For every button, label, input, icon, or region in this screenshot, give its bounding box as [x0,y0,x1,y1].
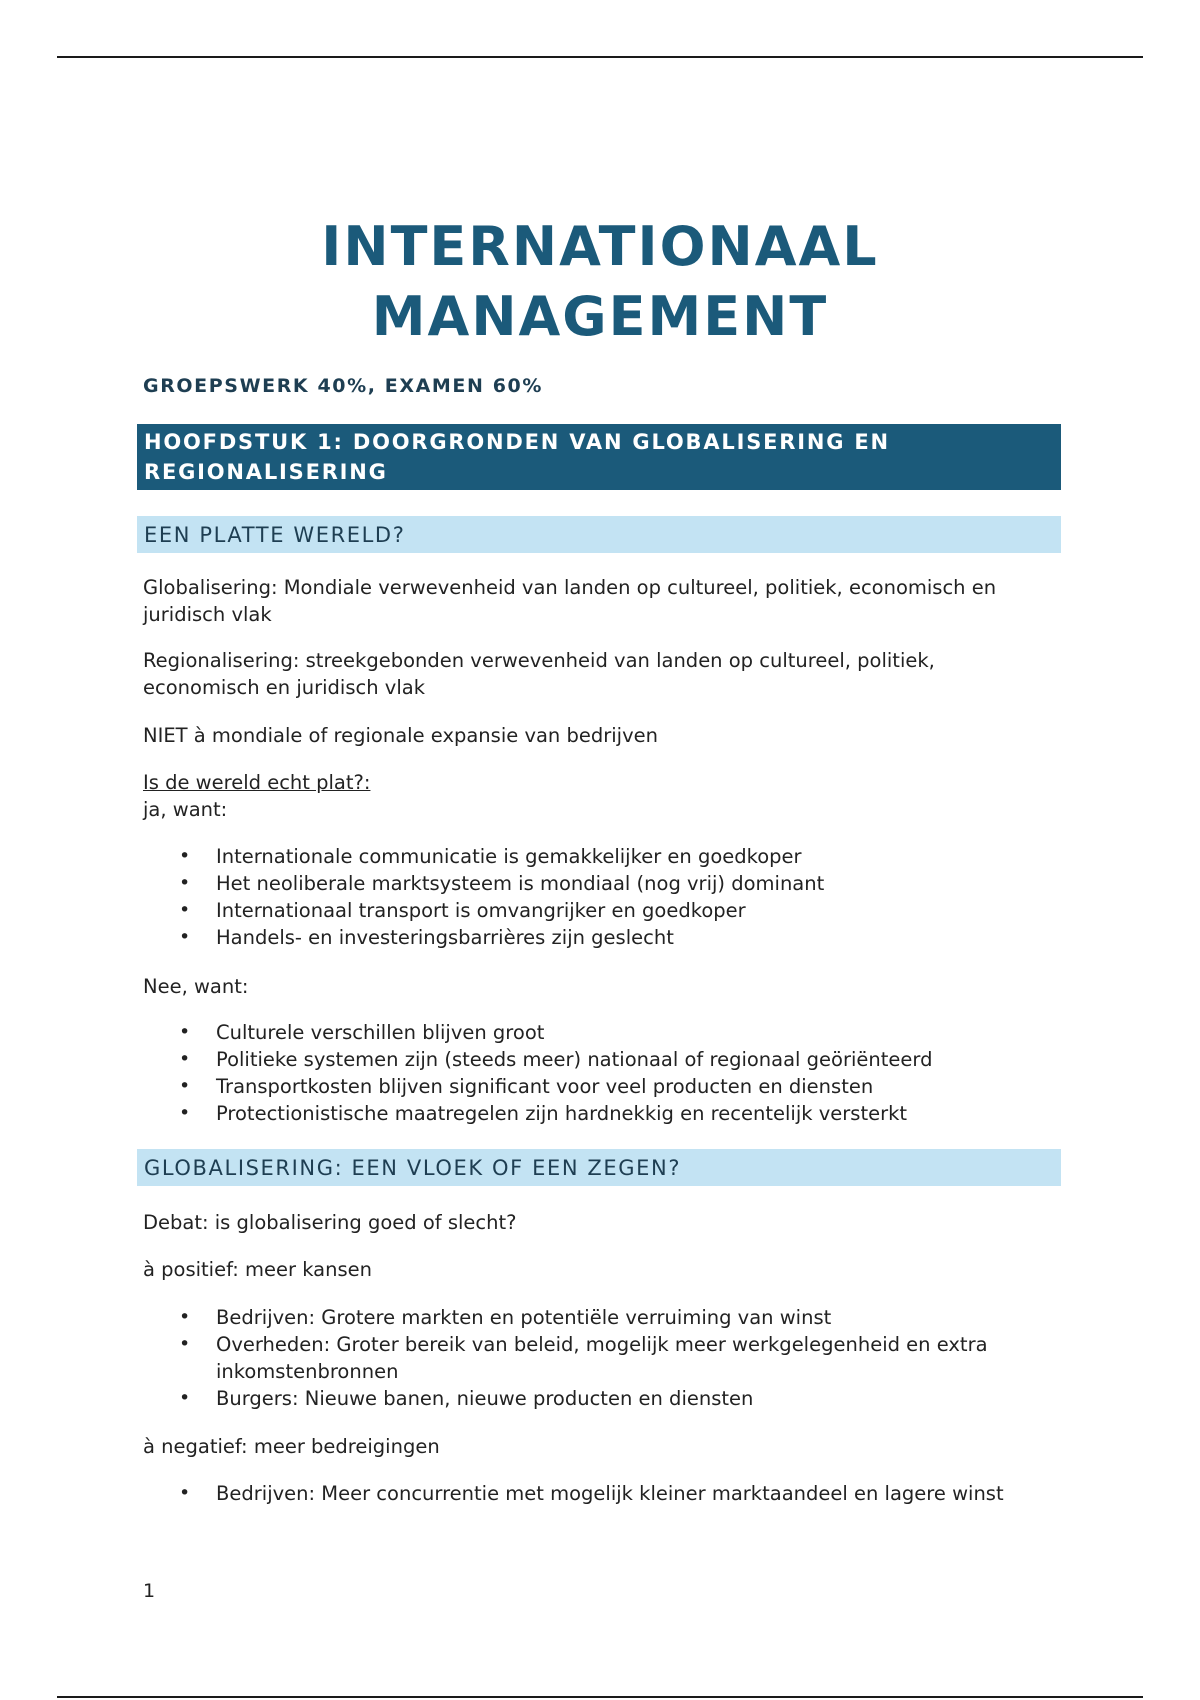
list-item: • Bedrijven: Grotere markten en potentiële verruiming van winst [179,1306,832,1329]
list-item: • Overheden: Groter bereik van beleid, mogelijk meer werkgelegenheid en extra inkomstenbronnen [179,1333,988,1383]
document-title [0,212,1200,352]
nee-label: Nee, want: [143,975,249,998]
positief-list [143,1304,1043,1412]
positief-label: à positief: meer kansen [143,1258,373,1281]
top-rule [57,56,1143,58]
bullet-icon: • [179,1102,191,1124]
paragraph-globalisering: Globalisering: Mondiale verwevenheid van landen op cultureel, politiek, economisch en juridisch vlak [143,576,997,626]
list-item: • Bedrijven: Meer concurrentie met mogelijk kleiner marktaandeel en lagere winst [179,1482,1004,1505]
bullet-icon: • [179,1482,191,1504]
bullet-icon: • [179,899,191,921]
paragraph-regionalisering: Regionalisering: streekgebonden verwevenheid van landen op cultureel, politiek, economisch en juridisch vlak [143,649,935,699]
list-item: • Internationale communicatie is gemakkelijker en goedkoper [179,845,802,868]
list-item: • Politieke systemen zijn (steeds meer) nationaal of regionaal geöriënteerd [179,1048,933,1071]
bullet-icon: • [179,926,191,948]
bullet-icon: • [179,1333,191,1355]
bullet-icon: • [179,845,191,867]
ja-label: ja, want: [143,798,228,821]
bullet-icon: • [179,1021,191,1043]
bottom-rule [57,1696,1143,1698]
list-item: • Protectionistische maatregelen zijn hardnekkig en recentelijk versterkt [179,1102,908,1125]
bullet-icon: • [179,872,191,894]
nee-list [143,1019,1043,1127]
negatief-label: à negatief: meer bedreigingen [143,1435,440,1458]
section-heading-vloek-of-zegen: GLOBALISERING: EEN VLOEK OF EEN ZEGEN? [137,1149,1061,1186]
question-underlined: Is de wereld echt plat?: [143,771,371,794]
bullet-icon: • [179,1048,191,1070]
title-line-1: INTERNATIONAAL [321,215,879,278]
ja-list [143,843,1043,951]
page-number: 1 [143,1580,156,1602]
negatief-list [143,1480,1043,1507]
chapter-heading: HOOFDSTUK 1: DOORGRONDEN VAN GLOBALISERING EN REGIONALISERING [137,424,1061,490]
list-item: • Het neoliberale marktsysteem is mondiaal (nog vrij) dominant [179,872,825,895]
list-item: • Internationaal transport is omvangrijker en goedkoper [179,899,746,922]
grading-subtitle: GROEPSWERK 40%, EXAMEN 60% [143,375,543,397]
paragraph-debat: Debat: is globalisering goed of slecht? [143,1211,517,1234]
section-heading-platte-wereld: EEN PLATTE WERELD? [137,516,1061,553]
list-item: • Burgers: Nieuwe banen, nieuwe producten en diensten [179,1387,754,1410]
bullet-icon: • [179,1387,191,1409]
bullet-icon: • [179,1075,191,1097]
list-item: • Handels- en investeringsbarrières zijn geslecht [179,926,674,949]
list-item: • Culturele verschillen blijven groot [179,1021,545,1044]
title-line-2: MANAGEMENT [371,285,829,348]
list-item: • Transportkosten blijven significant voor veel producten en diensten [179,1075,874,1098]
bullet-icon: • [179,1306,191,1328]
paragraph-niet: NIET à mondiale of regionale expansie van bedrijven [143,724,658,747]
